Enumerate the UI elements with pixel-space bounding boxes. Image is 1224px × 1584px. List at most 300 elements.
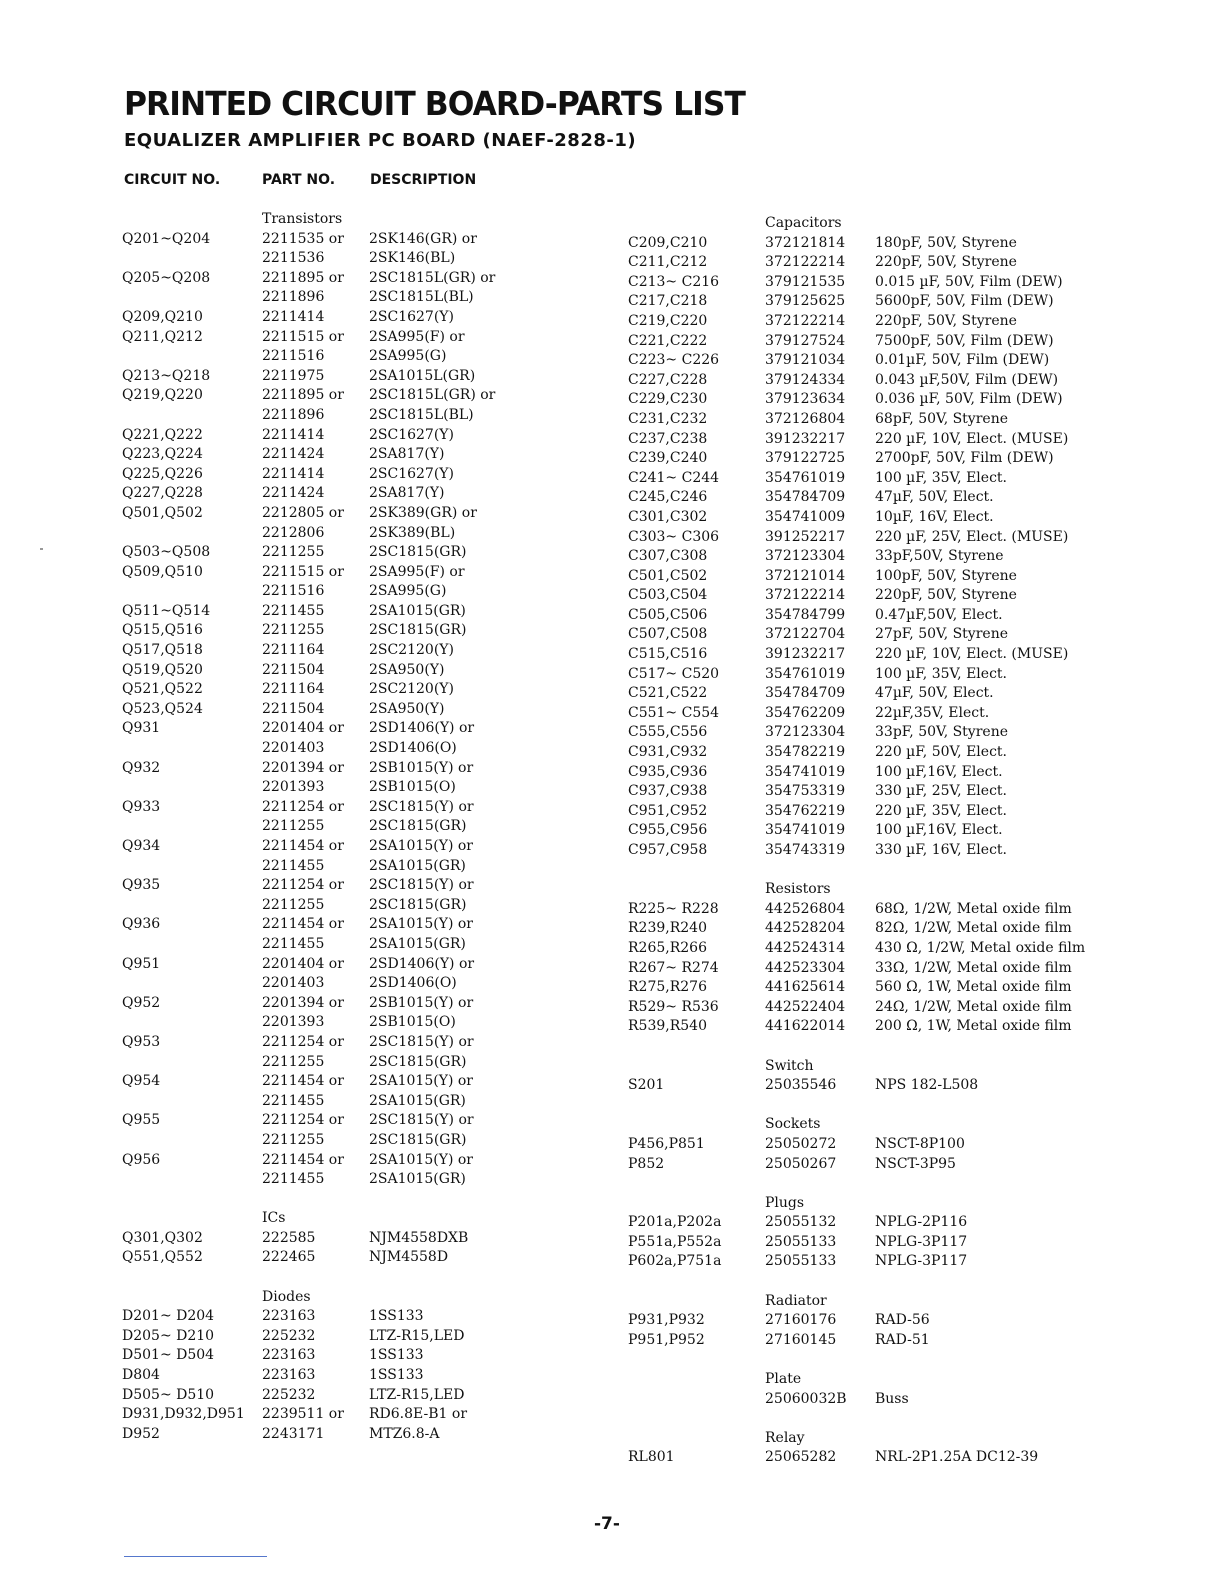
part-no: 354741019 <box>765 822 846 839</box>
circuit-no: C955,C956 <box>628 822 708 839</box>
description: 100 µF,16V, Elect. <box>875 763 1003 780</box>
part-no: 354784709 <box>765 685 846 702</box>
circuit-no: Q519,Q520 <box>122 661 203 678</box>
parts-row <box>122 955 622 975</box>
part-no: 2211516 <box>262 348 325 365</box>
circuit-no: C501,C502 <box>628 567 708 584</box>
description: 5600pF, 50V, Film (DEW) <box>875 293 1054 310</box>
circuit-no: Q511~Q514 <box>122 602 211 619</box>
circuit-no: Q932 <box>122 759 161 776</box>
part-no: 27160145 <box>765 1331 837 1348</box>
description: 47µF, 50V, Elect. <box>875 685 994 702</box>
description: 2SA950(Y) <box>369 700 445 717</box>
parts-row <box>628 880 1128 900</box>
parts-row <box>628 939 1128 959</box>
description: 2SC1627(Y) <box>369 426 455 443</box>
description: 47µF, 50V, Elect. <box>875 489 994 506</box>
parts-row <box>628 292 1128 312</box>
description: 2SA1015(GR) <box>369 1171 466 1188</box>
parts-row <box>628 586 1128 606</box>
part-no: 2211255 <box>262 1053 325 1070</box>
parts-row <box>122 798 622 818</box>
part-no: 2211896 <box>262 406 325 423</box>
description: NPLG-3P117 <box>875 1233 968 1250</box>
parts-row <box>628 273 1128 293</box>
parts-row <box>122 210 622 230</box>
circuit-no: P201a,P202a <box>628 1214 722 1231</box>
description: 220pF, 50V, Styrene <box>875 312 1017 329</box>
parts-row <box>122 1346 622 1366</box>
description: 2SD1406(Y) or <box>369 955 475 972</box>
part-no: 442523304 <box>765 959 846 976</box>
circuit-no: Q551,Q552 <box>122 1249 203 1266</box>
parts-row <box>628 508 1128 528</box>
parts-row <box>628 430 1128 450</box>
description: 2SC1815L(GR) or <box>369 387 496 404</box>
part-no: 25060032B <box>765 1390 847 1407</box>
part-no: 223163 <box>262 1347 316 1364</box>
description: 2SB1015(O) <box>369 1014 456 1031</box>
part-no: Diodes <box>262 1288 311 1305</box>
part-no: 2211454 or <box>262 1151 344 1168</box>
header-circuit-no: CIRCUIT NO. <box>124 172 221 188</box>
circuit-no: Q225,Q226 <box>122 465 203 482</box>
part-no: 379122725 <box>765 450 846 467</box>
parts-row <box>628 723 1128 743</box>
parts-row <box>122 1111 622 1131</box>
parts-row <box>628 606 1128 626</box>
part-no: 222585 <box>262 1229 316 1246</box>
parts-row <box>122 386 622 406</box>
parts-row <box>628 1429 1128 1449</box>
description: 2SA995(F) or <box>369 563 465 580</box>
parts-row <box>628 1096 1128 1116</box>
part-no: 372122214 <box>765 254 846 271</box>
part-no: 2211254 or <box>262 1112 344 1129</box>
description: NJM4558D <box>369 1249 449 1266</box>
part-no: 2211455 <box>262 1092 325 1109</box>
parts-row <box>628 1037 1128 1057</box>
part-no: 2211516 <box>262 583 325 600</box>
part-no: 391232217 <box>765 430 846 447</box>
parts-row <box>122 1151 622 1171</box>
part-no: Switch <box>765 1057 814 1074</box>
parts-row <box>628 625 1128 645</box>
description: 220 µF, 10V, Elect. (MUSE) <box>875 430 1069 447</box>
parts-row <box>122 269 622 289</box>
description: 2SC1815(Y) or <box>369 1112 474 1129</box>
part-no: 25065282 <box>765 1449 837 1466</box>
part-no: 379123634 <box>765 391 846 408</box>
parts-row <box>628 821 1128 841</box>
parts-row <box>122 876 622 896</box>
part-no: 354753319 <box>765 783 846 800</box>
parts-row <box>628 1311 1128 1331</box>
part-no: 2211255 <box>262 818 325 835</box>
part-no: 2201394 or <box>262 759 344 776</box>
description: NSCT-8P100 <box>875 1135 965 1152</box>
part-no: 2211254 or <box>262 798 344 815</box>
description: 2SA817(Y) <box>369 485 445 502</box>
part-no: 25055132 <box>765 1214 837 1231</box>
description: 2SA995(G) <box>369 348 447 365</box>
part-no: Sockets <box>765 1116 821 1133</box>
parts-row <box>122 524 622 544</box>
description: 220pF, 50V, Styrene <box>875 587 1017 604</box>
description: 2SC1815(GR) <box>369 544 467 561</box>
parts-row <box>628 1292 1128 1312</box>
parts-row <box>122 621 622 641</box>
description: LTZ-R15,LED <box>369 1386 465 1403</box>
circuit-no: C505,C506 <box>628 606 708 623</box>
parts-row <box>122 1033 622 1053</box>
parts-row <box>122 1209 622 1229</box>
circuit-no: C211,C212 <box>628 254 708 271</box>
part-no: 354761019 <box>765 469 846 486</box>
description: 22µF,35V, Elect. <box>875 704 990 721</box>
circuit-no: S201 <box>628 1077 665 1094</box>
circuit-no: C217,C218 <box>628 293 708 310</box>
circuit-no: P852 <box>628 1155 665 1172</box>
part-no: 2243171 <box>262 1425 325 1442</box>
part-no: 223163 <box>262 1308 316 1325</box>
part-no: 354741009 <box>765 508 846 525</box>
parts-row <box>628 547 1128 567</box>
description: RAD-56 <box>875 1312 930 1329</box>
parts-row <box>122 857 622 877</box>
circuit-no: Q955 <box>122 1112 161 1129</box>
parts-row <box>628 469 1128 489</box>
parts-row <box>122 719 622 739</box>
parts-row <box>628 900 1128 920</box>
circuit-no: C245,C246 <box>628 489 708 506</box>
part-no: 354741019 <box>765 763 846 780</box>
circuit-no: Q209,Q210 <box>122 308 203 325</box>
parts-row <box>628 1252 1128 1272</box>
description: 2SD1406(Y) or <box>369 720 475 737</box>
parts-row <box>628 1115 1128 1135</box>
parts-row <box>628 1370 1128 1390</box>
circuit-no: Q213~Q218 <box>122 367 211 384</box>
description: 2SK389(BL) <box>369 524 456 541</box>
description: 2SC1627(Y) <box>369 308 455 325</box>
description: 33Ω, 1/2W, Metal oxide film <box>875 959 1072 976</box>
circuit-no: Q931 <box>122 720 161 737</box>
circuit-no: C301,C302 <box>628 508 708 525</box>
part-no: 2211255 <box>262 1131 325 1148</box>
circuit-no: Q201~Q204 <box>122 230 211 247</box>
parts-row <box>122 563 622 583</box>
circuit-no: Q956 <box>122 1151 161 1168</box>
part-no: 379121034 <box>765 352 846 369</box>
parts-row <box>628 802 1128 822</box>
parts-row <box>628 1135 1128 1155</box>
circuit-no: R529~ R536 <box>628 998 719 1015</box>
part-no: 25055133 <box>765 1233 837 1250</box>
parts-row <box>122 249 622 269</box>
part-no: 372122214 <box>765 312 846 329</box>
parts-row <box>628 1213 1128 1233</box>
part-no: 2211164 <box>262 642 325 659</box>
parts-row <box>628 704 1128 724</box>
part-no: 2211504 <box>262 661 325 678</box>
parts-row <box>122 543 622 563</box>
circuit-no: Q211,Q212 <box>122 328 203 345</box>
description: 10µF, 16V, Elect. <box>875 508 994 525</box>
parts-row <box>122 1425 622 1445</box>
parts-row <box>122 1190 622 1210</box>
part-no: 372121014 <box>765 567 846 584</box>
parts-row <box>628 841 1128 861</box>
circuit-no: C239,C240 <box>628 450 708 467</box>
description: 33pF, 50V, Styrene <box>875 724 1008 741</box>
parts-row <box>122 1092 622 1112</box>
footer-rule <box>124 1556 267 1557</box>
part-no: 2211255 <box>262 622 325 639</box>
circuit-no: C517~ C520 <box>628 665 720 682</box>
description: 0.015 µF, 50V, Film (DEW) <box>875 273 1063 290</box>
parts-row <box>628 1174 1128 1194</box>
parts-list-right <box>628 214 1128 1468</box>
part-no: 2201404 or <box>262 720 344 737</box>
parts-list-left <box>122 210 622 1444</box>
circuit-no: C227,C228 <box>628 371 708 388</box>
part-no: Radiator <box>765 1292 827 1309</box>
part-no: 442528204 <box>765 920 846 937</box>
circuit-no: Q221,Q222 <box>122 426 203 443</box>
description: 2SA1015L(GR) <box>369 367 476 384</box>
parts-row <box>628 665 1128 685</box>
circuit-no: D505~ D510 <box>122 1386 215 1403</box>
parts-row <box>122 641 622 661</box>
part-no: 354782219 <box>765 744 846 761</box>
circuit-no: D952 <box>122 1425 160 1442</box>
description: 220 µF, 25V, Elect. (MUSE) <box>875 528 1069 545</box>
parts-row <box>628 410 1128 430</box>
description: 0.47µF,50V, Elect. <box>875 606 1003 623</box>
circuit-no: Q509,Q510 <box>122 563 203 580</box>
part-no: 379124334 <box>765 371 846 388</box>
part-no: 2211424 <box>262 485 325 502</box>
parts-row <box>122 915 622 935</box>
parts-row <box>122 1307 622 1327</box>
description: NPLG-2P116 <box>875 1214 968 1231</box>
description: 220pF, 50V, Styrene <box>875 254 1017 271</box>
circuit-no: Q936 <box>122 916 161 933</box>
circuit-no: RL801 <box>628 1449 675 1466</box>
part-no: 2211454 or <box>262 916 344 933</box>
circuit-no: Q935 <box>122 877 161 894</box>
circuit-no: Q227,Q228 <box>122 485 203 502</box>
parts-row <box>628 763 1128 783</box>
circuit-no: Q933 <box>122 798 161 815</box>
circuit-no: Q951 <box>122 955 161 972</box>
parts-row <box>628 861 1128 881</box>
parts-row <box>628 919 1128 939</box>
part-no: 25035546 <box>765 1077 837 1094</box>
parts-row <box>628 234 1128 254</box>
description: 2SC1815(GR) <box>369 896 467 913</box>
circuit-no: R275,R276 <box>628 979 707 996</box>
description: RAD-51 <box>875 1331 930 1348</box>
description: 2SA817(Y) <box>369 446 445 463</box>
part-no: 2201403 <box>262 975 325 992</box>
parts-row <box>122 1386 622 1406</box>
part-no: 2211255 <box>262 544 325 561</box>
part-no: 442526804 <box>765 900 846 917</box>
part-no: 442522404 <box>765 998 846 1015</box>
description: 0.036 µF, 50V, Film (DEW) <box>875 391 1063 408</box>
circuit-no: R265,R266 <box>628 939 707 956</box>
circuit-no: Q223,Q224 <box>122 446 203 463</box>
description: 2SA1015(GR) <box>369 857 466 874</box>
description: 100 µF, 35V, Elect. <box>875 665 1007 682</box>
circuit-no: Q205~Q208 <box>122 269 211 286</box>
parts-row <box>122 700 622 720</box>
description: 2SA950(Y) <box>369 661 445 678</box>
part-no: 2211515 or <box>262 328 344 345</box>
circuit-no: R267~ R274 <box>628 959 719 976</box>
description: 100pF, 50V, Styrene <box>875 567 1017 584</box>
parts-row <box>628 684 1128 704</box>
part-no: 2211895 or <box>262 387 344 404</box>
parts-row <box>122 582 622 602</box>
part-no: 441622014 <box>765 1018 846 1035</box>
part-no: 441625614 <box>765 979 846 996</box>
circuit-no: C551~ C554 <box>628 704 720 721</box>
parts-row <box>122 1170 622 1190</box>
parts-row <box>122 230 622 250</box>
part-no: 372123304 <box>765 548 846 565</box>
parts-row <box>122 1366 622 1386</box>
description: 68pF, 50V, Styrene <box>875 410 1008 427</box>
description: 330 µF, 25V, Elect. <box>875 783 1007 800</box>
parts-row <box>122 837 622 857</box>
description: 2SC1815(GR) <box>369 818 467 835</box>
part-no: 2211454 or <box>262 1073 344 1090</box>
circuit-no: C931,C932 <box>628 744 708 761</box>
circuit-no: C507,C508 <box>628 626 708 643</box>
circuit-no: Q219,Q220 <box>122 387 203 404</box>
circuit-no: C307,C308 <box>628 548 708 565</box>
description: NRL-2P1.25A DC12-39 <box>875 1449 1039 1466</box>
circuit-no: D501~ D504 <box>122 1347 215 1364</box>
parts-row <box>122 1288 622 1308</box>
part-no: 354762219 <box>765 802 846 819</box>
circuit-no: C219,C220 <box>628 312 708 329</box>
part-no: Relay <box>765 1429 805 1446</box>
description: 7500pF, 50V, Film (DEW) <box>875 332 1054 349</box>
circuit-no: C951,C952 <box>628 802 708 819</box>
part-no: 2201393 <box>262 1014 325 1031</box>
description: 2SC2120(Y) <box>369 681 455 698</box>
description: 2SD1406(O) <box>369 740 457 757</box>
parts-row <box>628 1272 1128 1292</box>
description: 2SK389(GR) or <box>369 504 477 521</box>
circuit-no: D201~ D204 <box>122 1308 215 1325</box>
part-no: 2211414 <box>262 308 325 325</box>
description: 2SB1015(Y) or <box>369 759 474 776</box>
part-no: 2212806 <box>262 524 325 541</box>
part-no: 2211975 <box>262 367 325 384</box>
description: 0.01µF, 50V, Film (DEW) <box>875 352 1050 369</box>
description: 2SA1015(Y) or <box>369 1073 473 1090</box>
parts-row <box>122 504 622 524</box>
description: 2SC1815(Y) or <box>369 1033 474 1050</box>
part-no: 2211896 <box>262 289 325 306</box>
circuit-no: C515,C516 <box>628 646 708 663</box>
description: 2SC2120(Y) <box>369 642 455 659</box>
description: 2SC1815(GR) <box>369 1131 467 1148</box>
part-no: 442524314 <box>765 939 846 956</box>
part-no: Plugs <box>765 1194 805 1211</box>
part-no: 2211424 <box>262 446 325 463</box>
parts-row <box>628 1350 1128 1370</box>
parts-row <box>122 1072 622 1092</box>
part-no: 372126804 <box>765 410 846 427</box>
parts-row <box>628 998 1128 1018</box>
parts-row <box>628 312 1128 332</box>
circuit-no: Q301,Q302 <box>122 1229 203 1246</box>
parts-row <box>122 1248 622 1268</box>
circuit-no: R225~ R228 <box>628 900 719 917</box>
description: 220 µF, 10V, Elect. (MUSE) <box>875 646 1069 663</box>
description: 100 µF, 35V, Elect. <box>875 469 1007 486</box>
part-no: 354743319 <box>765 842 846 858</box>
parts-row <box>122 484 622 504</box>
circuit-no: D205~ D210 <box>122 1327 215 1344</box>
circuit-no: R239,R240 <box>628 920 707 937</box>
description: 2SA995(F) or <box>369 328 465 345</box>
part-no: 391252217 <box>765 528 846 545</box>
circuit-no: Q952 <box>122 994 161 1011</box>
description: 2SC1815L(GR) or <box>369 269 496 286</box>
parts-row <box>122 1053 622 1073</box>
part-no: 222465 <box>262 1249 316 1266</box>
part-no: 225232 <box>262 1327 316 1344</box>
circuit-no: C935,C936 <box>628 763 708 780</box>
part-no: 223163 <box>262 1367 316 1384</box>
description: 200 Ω, 1W, Metal oxide film <box>875 1018 1072 1035</box>
parts-row <box>122 465 622 485</box>
description: NSCT-3P95 <box>875 1155 956 1172</box>
description: 180pF, 50V, Styrene <box>875 234 1017 251</box>
description: MTZ6.8-A <box>369 1425 440 1442</box>
parts-row <box>122 288 622 308</box>
part-no: 25050272 <box>765 1135 837 1152</box>
parts-row <box>628 645 1128 665</box>
circuit-no: C223~ C226 <box>628 352 720 369</box>
part-no: 2211455 <box>262 935 325 952</box>
parts-row <box>628 959 1128 979</box>
parts-row <box>628 743 1128 763</box>
description: 1SS133 <box>369 1347 424 1364</box>
description: 2SC1815L(BL) <box>369 289 474 306</box>
part-no: Transistors <box>262 211 343 227</box>
part-no: 2211455 <box>262 857 325 874</box>
parts-row <box>122 1013 622 1033</box>
parts-row <box>122 759 622 779</box>
description: 100 µF,16V, Elect. <box>875 822 1003 839</box>
description: 2SA1015(Y) or <box>369 916 473 933</box>
description: 430 Ω, 1/2W, Metal oxide film <box>875 939 1086 956</box>
part-no: 2211454 or <box>262 838 344 854</box>
parts-row <box>122 1268 622 1288</box>
part-no: 354784799 <box>765 606 846 623</box>
part-no: 372123304 <box>765 724 846 741</box>
parts-row <box>122 367 622 387</box>
circuit-no: C237,C238 <box>628 430 708 447</box>
